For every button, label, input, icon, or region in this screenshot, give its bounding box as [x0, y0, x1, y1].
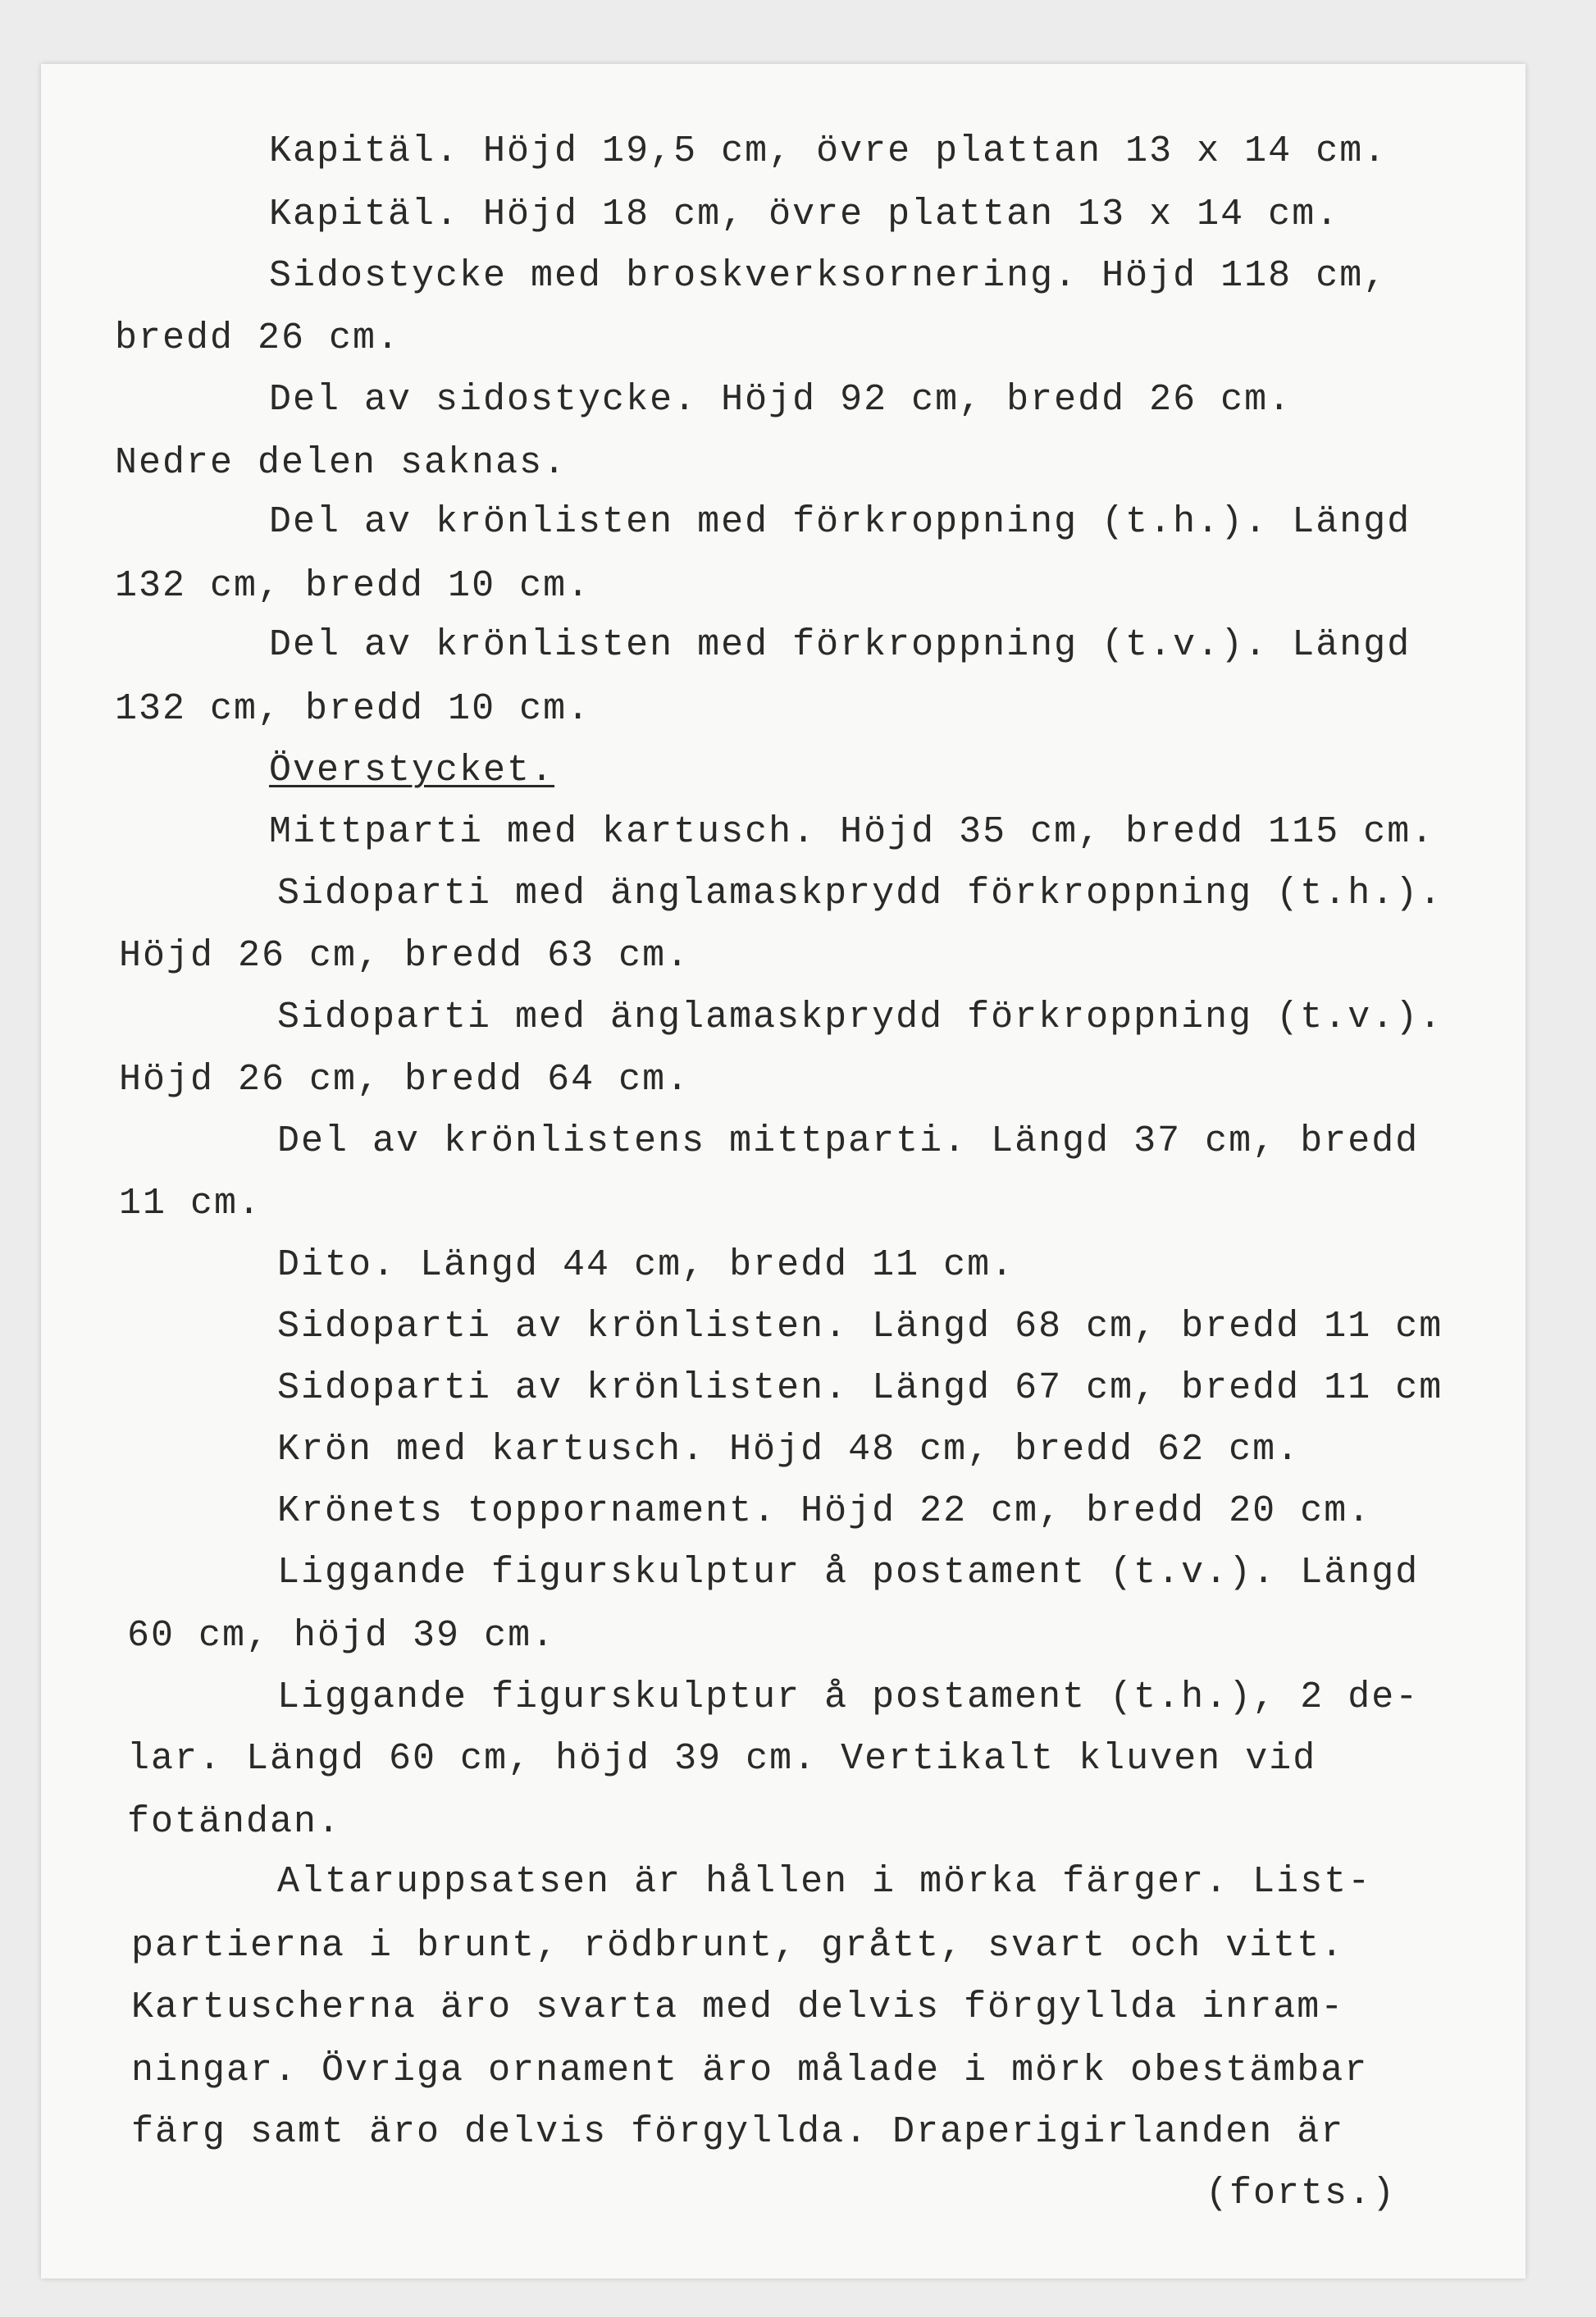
text-line: Krön med kartusch. Höjd 48 cm, bredd 62 cm. [277, 1429, 1301, 1471]
section-heading: Överstycket. [269, 750, 555, 791]
text-line: Del av krönlisten med förkroppning (t.h.). Längd [269, 501, 1411, 543]
text-line: Kartuscherna äro svarta med delvis förgyllda inram- [131, 1986, 1345, 2028]
text-line: Del av sidostycke. Höjd 92 cm, bredd 26 cm. [269, 379, 1293, 421]
text-line: Sidoparti av krönlisten. Längd 67 cm, bredd 11 cm [277, 1367, 1443, 1409]
text-line: Sidoparti med änglamaskprydd förkroppning (t.v.). [277, 997, 1443, 1038]
text-line: Sidoparti av krönlisten. Längd 68 cm, bredd 11 cm [277, 1306, 1443, 1348]
text-line: Liggande figurskulptur å postament (t.v.). Längd [277, 1552, 1420, 1594]
text-line: färg samt äro delvis förgyllda. Draperigirlanden är [131, 2111, 1345, 2153]
text-line: bredd 26 cm. [115, 317, 401, 359]
text-line: 132 cm, bredd 10 cm. [115, 688, 591, 730]
text-line: Altaruppsatsen är hållen i mörka färger. List- [277, 1861, 1372, 1903]
text-line: Kapitäl. Höjd 19,5 cm, övre plattan 13 x 14 cm. [269, 130, 1388, 172]
text-line: Dito. Längd 44 cm, bredd 11 cm. [277, 1244, 1015, 1286]
text-line: Del av krönlisten med förkroppning (t.v.). Längd [269, 624, 1411, 666]
text-line: Höjd 26 cm, bredd 64 cm. [119, 1059, 691, 1101]
text-line: Kapitäl. Höjd 18 cm, övre plattan 13 x 14 cm. [269, 194, 1340, 235]
text-line: Liggande figurskulptur å postament (t.h.), 2 de- [277, 1676, 1420, 1718]
text-line: Krönets toppornament. Höjd 22 cm, bredd 20 cm. [277, 1490, 1372, 1532]
text-line: 132 cm, bredd 10 cm. [115, 565, 591, 607]
text-line: Höjd 26 cm, bredd 63 cm. [119, 935, 691, 977]
text-line: 60 cm, höjd 39 cm. [127, 1615, 556, 1657]
text-line: Del av krönlistens mittparti. Längd 37 cm, bredd [277, 1120, 1420, 1162]
text-line: fotändan. [127, 1801, 342, 1843]
text-line: ningar. Övriga ornament äro målade i mörk obestämbar [131, 2050, 1369, 2091]
text-line: partierna i brunt, rödbrunt, grått, svart och vitt. [131, 1925, 1345, 1967]
text-line: Sidoparti med änglamaskprydd förkroppning (t.h.). [277, 873, 1443, 914]
text-line: 11 cm. [119, 1183, 262, 1225]
continued-note: (forts.) [1206, 2173, 1397, 2214]
text-line: Sidostycke med broskverksornering. Höjd 118 cm, [269, 255, 1388, 297]
text-line: lar. Längd 60 cm, höjd 39 cm. Vertikalt kluven vid [127, 1738, 1317, 1780]
text-line: Mittparti med kartusch. Höjd 35 cm, bredd 115 cm. [269, 811, 1435, 853]
text-line: Nedre delen saknas. [115, 442, 568, 484]
